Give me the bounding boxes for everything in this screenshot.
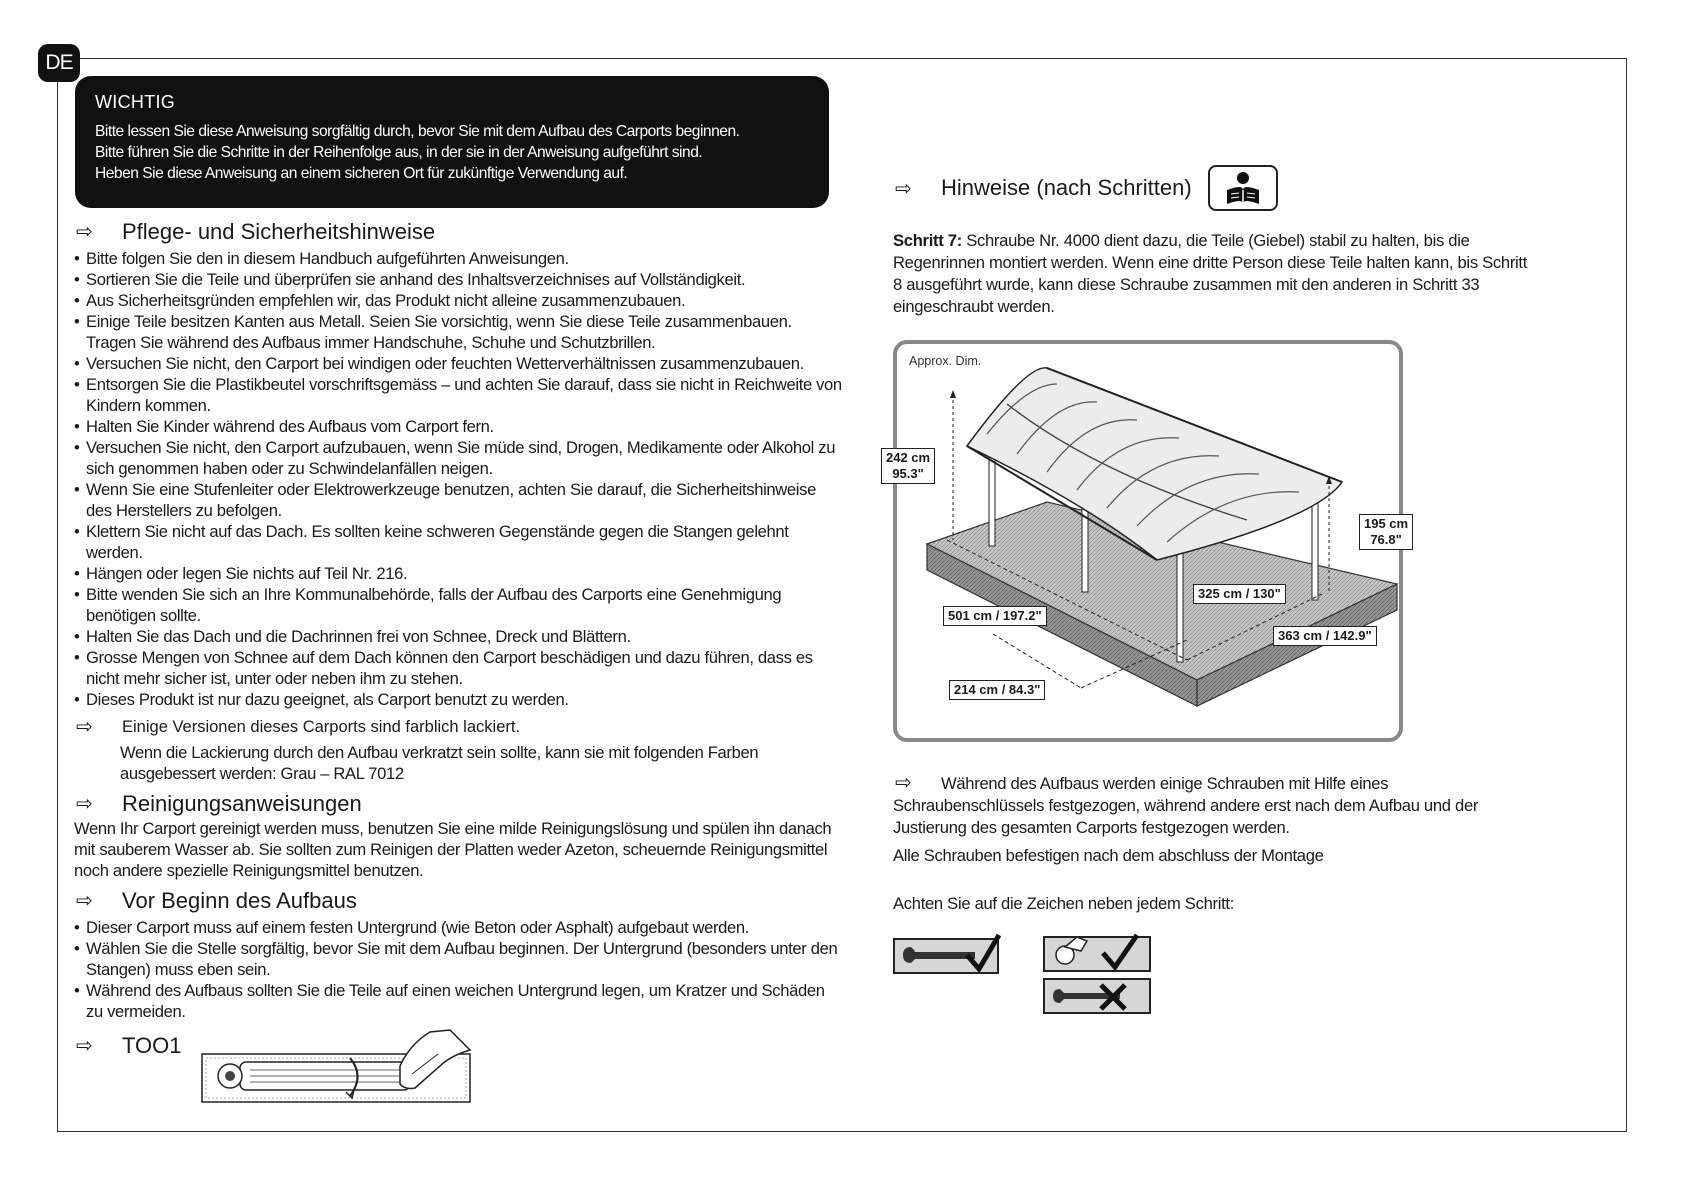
paint-text: Wenn die Lackierung durch den Aufbau verkratzt sein sollte, kann sie mit folgenden Farben ausgebessert werden: Grau – RAL 7012 (120, 743, 759, 783)
list-item: • Versuchen Sie nicht, den Carport aufzubauen, wenn Sie müde sind, Drogen, Medikamente oder Alkohol zu sich genommen haben oder zu Schwindelanfällen neigen. (74, 437, 844, 479)
list-item: • Entsorgen Sie die Plastikbeutel vorschriftsgemäss – und achten Sie darauf, dass sie nicht in Reichweite von Kindern kommen. (74, 374, 844, 416)
care-list (74, 248, 844, 710)
step-7-label: Schritt 7: (893, 231, 962, 250)
arrow-icon: ⇨ (76, 890, 93, 912)
list-item: • Einige Teile besitzen Kanten aus Metall. Seien Sie vorsichtig, wenn Sie diese Teile zusammenbauen. Tragen Sie während des Aufbaus immer Handschuhe, Schuhe und Schutzbrillen. (74, 311, 844, 353)
arrow-icon: ⇨ (895, 772, 912, 794)
important-box (75, 76, 829, 208)
left-column (74, 218, 844, 1106)
list-item: • Hängen oder legen Sie nichts auf Teil Nr. 216. (74, 563, 844, 584)
dim-post-spacing: 214 cm / 84.3" (949, 680, 1045, 700)
language-tab: DE (38, 44, 80, 82)
list-item: • Aus Sicherheitsgründen empfehlen wir, das Produkt nicht alleine zusammenzubauen. (74, 290, 844, 311)
list-item: • Halten Sie das Dach und die Dachrinnen frei von Schnee, Dreck und Blättern. (74, 626, 844, 647)
reader-icon (1208, 165, 1278, 211)
cleaning-heading (74, 790, 844, 818)
notes-heading (893, 160, 1533, 216)
cleaning-text: Wenn Ihr Carport gereinigt werden muss, benutzen Sie eine milde Reinigungslösung und spülen ihn danach mit sauberem Wasser ab. Sie sollten zum Reinigen der Platten weder Azeton, scheuernde Reinigungsmittel noch andere spezielle Reinigungsmittel benutzen. (74, 819, 832, 880)
before-list (74, 917, 844, 1022)
list-item: • Bitte folgen Sie den in diesem Handbuch aufgeführten Anweisungen. (74, 248, 844, 269)
list-item: • Halten Sie Kinder während des Aufbaus vom Carport fern. (74, 416, 844, 437)
dim-width-inner: 325 cm / 130" (1193, 584, 1286, 604)
list-item: • Während des Aufbaus sollten Sie die Teile auf einen weichen Untergrund legen, um Kratzer und Schäden zu vermeiden. (74, 980, 844, 1022)
important-line-1: Bitte lessen Sie diese Anweisung sorgfältig durch, bevor Sie mit dem Aufbau des Carports beginnen. (95, 123, 740, 140)
important-line-2: Bitte führen Sie die Schritte in der Reihenfolge aus, in der sie in der Anweisung aufgeführt sind. (95, 144, 703, 161)
list-item: • Dieses Produkt ist nur dazu geeignet, als Carport benutzt zu werden. (74, 689, 844, 710)
assembly-note-1: ⇨ Während des Aufbaus werden einige Schrauben mit Hilfe eines Schraubenschlüssels festgezogen, während andere erst nach dem Aufbau und der Justierung des gesamten Carports festgezogen werden. (893, 772, 1479, 837)
step-signs (893, 933, 1533, 1017)
right-column (886, 160, 1533, 1017)
important-line-3: Heben Sie diese Anweisung an einem sicheren Ort für zukünftige Verwendung auf. (95, 165, 628, 182)
arrow-icon: ⇨ (76, 221, 93, 243)
arrow-icon: ⇨ (76, 716, 93, 738)
arrow-icon: ⇨ (76, 1035, 93, 1057)
assembly-note-3: Achten Sie auf die Zeichen neben jedem Schritt: (893, 894, 1235, 913)
hand-check-icon (1043, 933, 1153, 973)
cleaning-heading-text: Reinigungsanweisungen (122, 791, 362, 816)
assembly-note (893, 772, 1533, 915)
list-item: • Wählen Sie die Stelle sorgfältig, bevor Sie mit dem Aufbau beginnen. Der Untergrund (besonders unter den Stangen) muss eben sein. (74, 938, 844, 980)
arrow-icon: ⇨ (895, 177, 912, 200)
carport-illustration (897, 344, 1399, 738)
arrow-icon: ⇨ (76, 793, 93, 815)
step-7-text: Schraube Nr. 4000 dient dazu, die Teile (Giebel) stabil zu halten, bis die Regenrinnen montiert werden. Wenn eine dritte Person diese Teile halten kann, bis Schritt 8 ausgeführt wurde, kann diese Schraube zusammen mit den anderen in Schritt 33 eingeschraubt werden. (893, 231, 1528, 316)
notes-heading-text: Hinweise (nach Schritten) (941, 175, 1192, 200)
wrench-check-icon (893, 933, 1005, 977)
list-item: • Wenn Sie eine Stufenleiter oder Elektrowerkzeuge benutzen, achten Sie darauf, die Sicherheitshinweise des Herstellers zu befolgen. (74, 479, 844, 521)
care-heading-text: Pflege- und Sicherheitshinweise (122, 219, 436, 244)
dim-height-total: 242 cm 95.3" (881, 448, 935, 484)
list-item: • Grosse Mengen von Schnee auf dem Dach können den Carport beschädigen und dazu führen, dass es nicht mehr sicher ist, unter oder neben ihm zu stehen. (74, 647, 844, 689)
hand-wrench-signs (1043, 933, 1153, 1017)
dim-height-eave: 195 cm 76.8" (1359, 514, 1413, 550)
paint-heading (74, 716, 844, 738)
approx-dim-label: Approx. Dim. (909, 354, 982, 368)
list-item: • Bitte wenden Sie sich an Ihre Kommunalbehörde, falls der Aufbau des Carports eine Genehmigung benötigen sollte. (74, 584, 844, 626)
paint-heading-text: Einige Versionen dieses Carports sind farblich lackiert. (122, 718, 521, 736)
important-title: WICHTIG (95, 92, 176, 112)
dim-length: 501 cm / 197.2" (943, 606, 1047, 626)
list-item: • Sortieren Sie die Teile und überprüfen sie anhand des Inhaltsverzeichnises auf Vollständigkeit. (74, 269, 844, 290)
tool-illustration (200, 1026, 480, 1106)
care-heading (74, 218, 844, 246)
list-item: • Dieser Carport muss auf einem festen Untergrund (wie Beton oder Asphalt) aufgebaut werden. (74, 917, 844, 938)
dim-width-outer: 363 cm / 142.9" (1273, 626, 1377, 646)
wrench-cross-icon (1043, 977, 1153, 1017)
before-heading (74, 887, 844, 915)
carport-diagram (886, 340, 1409, 742)
list-item: • Versuchen Sie nicht, den Carport bei windigen oder feuchten Wetterverhältnissen zusammenzubauen. (74, 353, 844, 374)
tool-row (74, 1032, 844, 1106)
assembly-note-2: Alle Schrauben befestigen nach dem abschluss der Montage (893, 846, 1324, 865)
list-item: • Klettern Sie nicht auf das Dach. Es sollten keine schweren Gegenstände gegen die Stangen gelehnt werden. (74, 521, 844, 563)
step-7-note (893, 230, 1533, 318)
tool-label: TOO1 (122, 1033, 182, 1058)
before-heading-text: Vor Beginn des Aufbaus (122, 888, 357, 913)
